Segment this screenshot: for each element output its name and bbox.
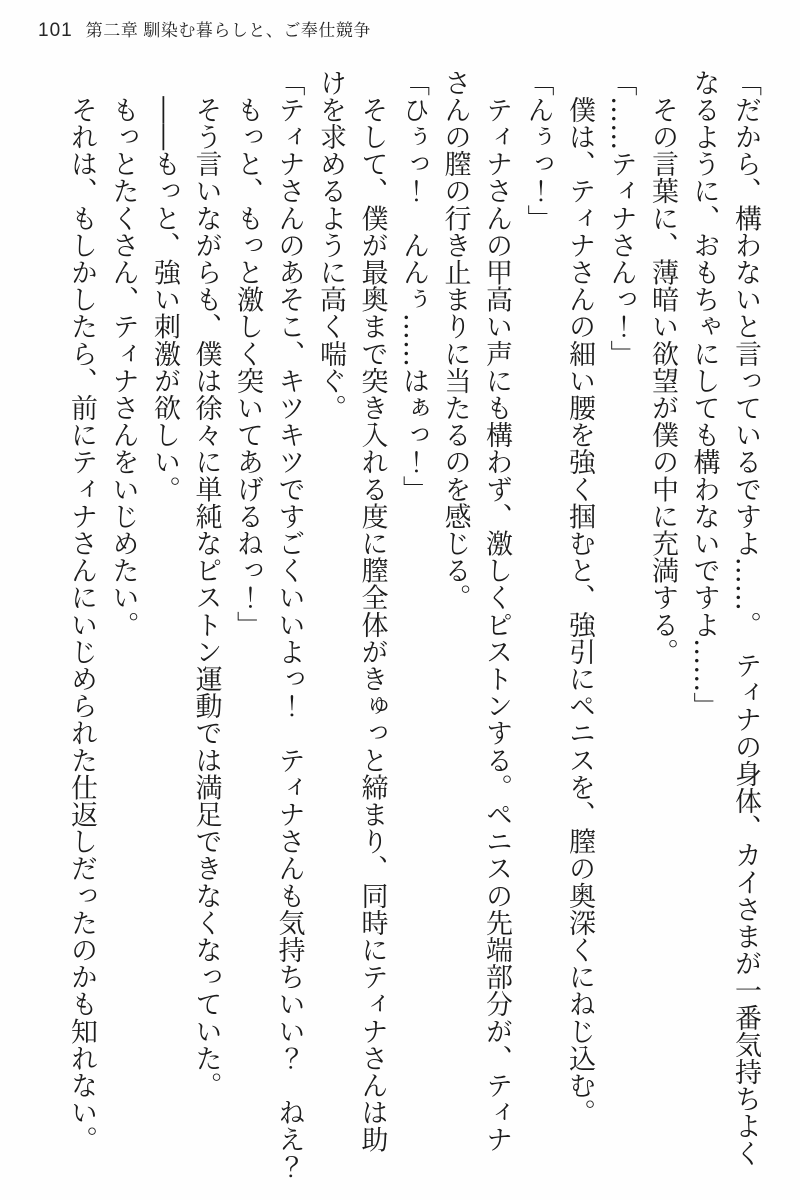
text-line: 「だから、構わないと言っているですよ……。 ティナの身体、カイさまが一番気持ちよく (730, 69, 761, 1167)
text-line: もっと、もっと激しく突いてあげるねっ！」 (232, 69, 263, 639)
text-line: それは、もしかしたら、前にティナさんにいじめられた仕返しだったのかも知れない。 (66, 69, 97, 1153)
text-line: なるように、おもちゃにしても構わないですよ……」 (688, 69, 720, 720)
text-line: けを求めるように高く喘ぐ。 (315, 69, 346, 422)
text-line: 「……ティナさんっ！」 (605, 69, 637, 368)
text-line: 「んぅっ！」 (522, 69, 554, 232)
text-line: 「ひぅっ！ んんぅ……はぁっ！」 (398, 69, 429, 503)
vertical-text-block (61, 69, 767, 1191)
chapter-title: 第二章 馴染む暮らしと、ご奉仕競争 (85, 21, 371, 40)
text-line: そう言いながらも、僕は徐々に単純なピストン運動では満足できなくなっていた。 (190, 69, 222, 1099)
text-line: 「ティナさんのあそこ、キツキツですごくいいよっ！ ティナさんも気持ちいい？ ねえ？ (273, 69, 305, 1181)
running-header (38, 16, 371, 42)
text-line: その言葉に、薄暗い欲望が僕の中に充満する。 (647, 69, 678, 666)
text-line: そして、僕が最奥まで突き入れる度に膣全体がきゅっと締まり、同時にティナさんは助 (356, 69, 388, 1153)
text-line: もっとたくさん、ティナさんをいじめたい。 (107, 69, 139, 639)
text-line: ――もっと、強い刺激が欲しい。 (149, 69, 180, 503)
text-line: 僕は、ティナさんの細い腰を強く掴むと、強引にペニスを、膣の奥深くにねじ込む。 (564, 69, 595, 1126)
text-line: ティナさんの甲高い声にも構わず、激しくピストンする。ペニスの先端部分が、ティナ (481, 69, 512, 1153)
text-line: さんの膣の行き止まりに当たるのを感じる。 (439, 69, 471, 611)
page-number: 101 (38, 20, 73, 41)
